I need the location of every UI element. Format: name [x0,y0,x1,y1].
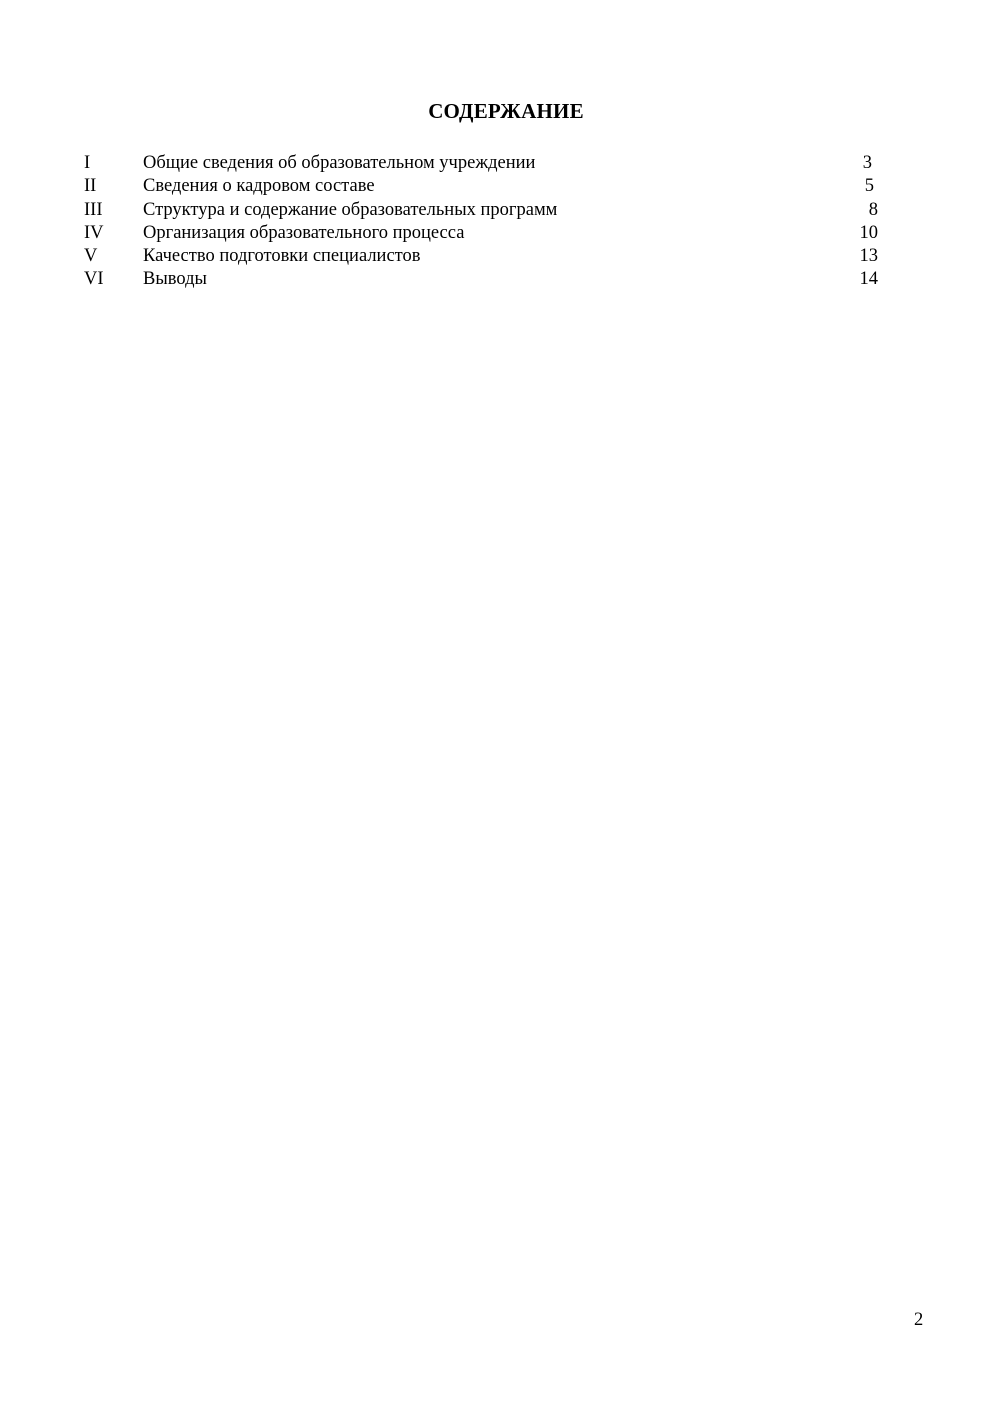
toc-entry-number: V [84,246,98,267]
toc-entry-number: II [84,176,97,197]
page-number: 2 [914,1310,924,1330]
toc-entry-number: I [84,153,91,173]
toc-entry-title: Качество подготовки специалистов [143,246,421,267]
toc-entry-2[interactable] [84,175,884,198]
toc-entry-page: 14 [859,269,878,290]
toc-entry-1[interactable] [84,152,884,175]
toc-entry-5[interactable] [84,245,884,268]
toc-entry-title: Сведения о кадровом составе [143,176,375,197]
page-title: СОДЕРЖАНИЕ [428,99,584,123]
toc-entry-title: Структура и содержание образовательных программ [143,199,558,220]
toc-entry-title: Организация образовательного процесса [143,222,465,243]
toc-entry-page: 3 [862,153,872,173]
toc-entry-title: Общие сведения об образовательном учреждении [143,153,536,173]
toc-entry-page: 13 [859,246,878,267]
toc-entry-page: 5 [864,176,874,197]
toc-entry-number: III [84,199,103,220]
toc-entry-title: Выводы [143,269,207,290]
table-of-contents [84,152,884,292]
toc-entry-6[interactable] [84,268,884,291]
toc-entry-number: IV [84,222,104,243]
toc-entry-4[interactable] [84,222,884,245]
toc-entry-3[interactable] [84,199,884,222]
toc-entry-number: VI [84,269,104,290]
toc-entry-page: 10 [859,222,878,243]
toc-entry-page: 8 [868,199,878,220]
